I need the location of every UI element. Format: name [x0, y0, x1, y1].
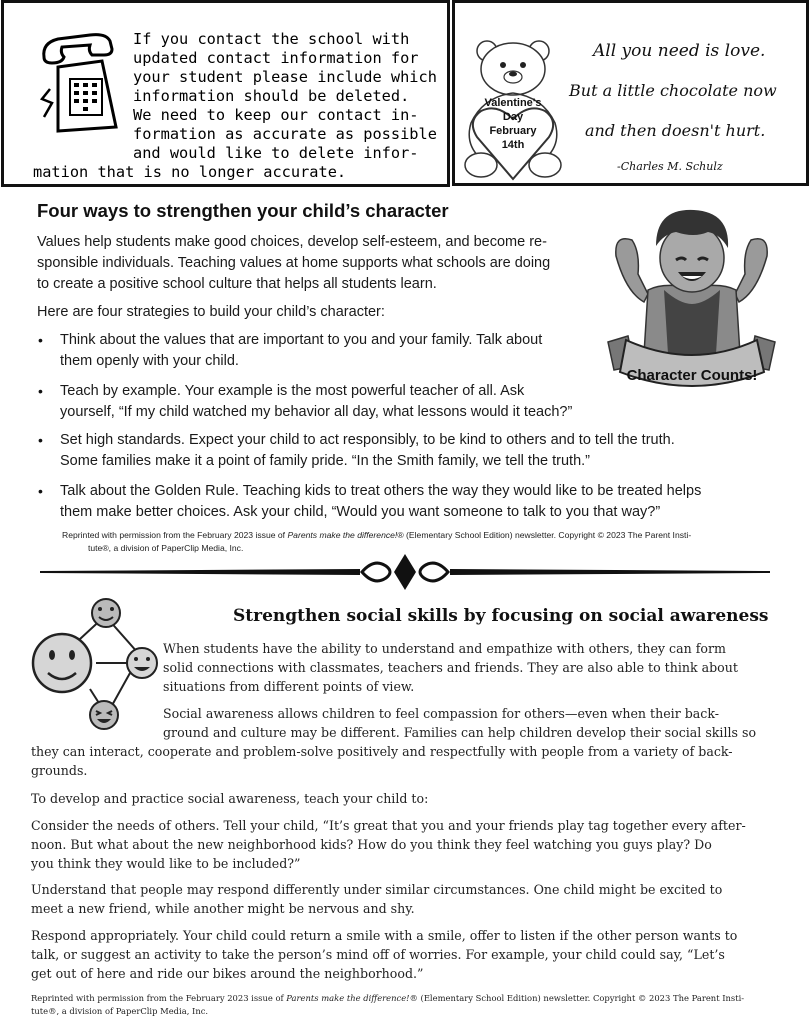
bullet-line: them make better choices. Ask your child, “Would you want someone to talk to you that way?”	[60, 504, 661, 520]
social-paragraph-line: Understand that people may respond differently under similar circumstances. One child might be excited to	[31, 882, 723, 897]
social-title: Strengthen social skills by focusing on social awareness	[233, 606, 769, 626]
character-counts-banner-text: Character Counts!	[626, 367, 758, 384]
intro-line: to create a positive school culture that helps all students learn.	[37, 276, 437, 292]
contact-notice-line: mation that is no longer accurate.	[33, 163, 347, 181]
social-paragraph-line: noon. But what about the new neighborhood kids? How do you think they feel watching you guys play? Do	[31, 837, 712, 852]
contact-notice-line: updated contact information for	[133, 49, 419, 67]
character-counts-illustration	[604, 194, 779, 416]
bullet-line: Think about the values that are important to you and your family. Talk about	[60, 332, 543, 348]
contact-notice-line: and would like to delete infor-	[133, 144, 419, 162]
bullet-dot: •	[38, 483, 43, 499]
social-paragraph-line: situations from different points of view.	[163, 679, 415, 694]
contact-notice-line: If you contact the school with	[133, 30, 410, 48]
valentine-box	[452, 0, 809, 186]
bullet-line: yourself, “If my child watched my behavior all day, what lessons would it teach?”	[60, 404, 573, 420]
reprint-credit: Reprinted with permission from the February 2023 issue of Parents make the difference!® (Elementary School Edition) newsletter. Copyright © 2023 The Parent Insti-	[62, 530, 692, 540]
contact-notice-line: information should be deleted.	[133, 87, 410, 105]
social-paragraph-line: get out of here and ride our bikes around the neighborhood.”	[31, 966, 424, 981]
intro-line: sponsible individuals. Teaching values at home supports what schools are doing	[37, 255, 551, 271]
bullet-line: Teach by example. Your example is the most powerful teacher of all. Ask	[60, 383, 525, 399]
bullet-line: Some families make it a point of family pride. “In the Smith family, we tell the truth.”	[60, 453, 590, 469]
social-lead: To develop and practice social awareness, teach your child to:	[31, 791, 429, 806]
bullet-dot: •	[38, 332, 43, 348]
social-paragraph-line: ground and culture may be different. Families can help children develop their social skills so	[163, 725, 757, 740]
social-paragraph-line: meet a new friend, while another might be nervous and shy.	[31, 901, 415, 916]
heart-text: Valentine's	[484, 97, 542, 109]
strategies-lead: Here are four strategies to build your child’s character:	[37, 304, 385, 320]
reprint-credit-line2: tute®, a division of PaperClip Media, Inc.	[88, 543, 244, 553]
contact-notice-line: We need to keep our contact in-	[133, 106, 419, 124]
heart-text: February	[489, 125, 537, 137]
quote-line: and then doesn't hurt.	[585, 121, 766, 140]
social-paragraph-line: Social awareness allows children to feel compassion for others—even when their back-	[163, 706, 720, 721]
telephone-icon	[32, 27, 132, 139]
social-paragraph-line: they can interact, cooperate and problem-solve positively and respectfully with people from a variety of back-	[31, 744, 733, 759]
bullet-line: Talk about the Golden Rule. Teaching kids to treat others the way they would like to be treated helps	[60, 483, 702, 499]
bullet-line: Set high standards. Expect your child to act responsibly, to be kind to others and to tell the truth.	[60, 432, 675, 448]
bullet-line: them openly with your child.	[60, 353, 239, 369]
social-paragraph-line: solid connections with classmates, teachers and friends. They are also able to think about	[163, 660, 738, 675]
character-title: Four ways to strengthen your child’s character	[37, 200, 449, 221]
heart-text: Day	[502, 111, 524, 123]
social-paragraph-line: Consider the needs of others. Tell your child, “It’s great that you and your friends play tag together every after-	[31, 818, 746, 833]
social-paragraph-line: When students have the ability to understand and empathize with others, they can form	[163, 641, 726, 656]
contact-notice-line: your student please include which	[133, 68, 437, 86]
social-paragraph-line: grounds.	[31, 763, 88, 778]
quote-line: All you need is love.	[593, 41, 766, 61]
social-paragraph-line: Respond appropriately. Your child could return a smile with a smile, offer to listen if the other person wants to	[31, 928, 738, 943]
quote-line: But a little chocolate now	[569, 81, 777, 100]
contact-notice-box	[1, 0, 450, 187]
section-divider	[40, 552, 770, 592]
bullet-dot: •	[38, 383, 43, 399]
intro-line: Values help students make good choices, develop self-esteem, and become re-	[37, 234, 547, 250]
quote-attribution: -Charles M. Schulz	[617, 160, 723, 173]
social-paragraph-line: talk, or suggest an activity to take the person’s mind off of worries. For example, your child could say, “Let’s	[31, 947, 725, 962]
heart-text: 14th	[501, 139, 525, 151]
bullet-dot: •	[38, 432, 43, 448]
reprint-credit-line2: tute®, a division of PaperClip Media, Inc.	[31, 1006, 209, 1016]
social-network-icon	[30, 597, 160, 733]
reprint-credit: Reprinted with permission from the February 2023 issue of Parents make the difference!® (Elementary School Edition) newsletter. Copyright © 2023 The Parent Insti-	[31, 993, 745, 1003]
social-paragraph-line: you think they would like to be included?”	[31, 856, 301, 871]
contact-notice-line: formation as accurate as possible	[133, 125, 437, 143]
